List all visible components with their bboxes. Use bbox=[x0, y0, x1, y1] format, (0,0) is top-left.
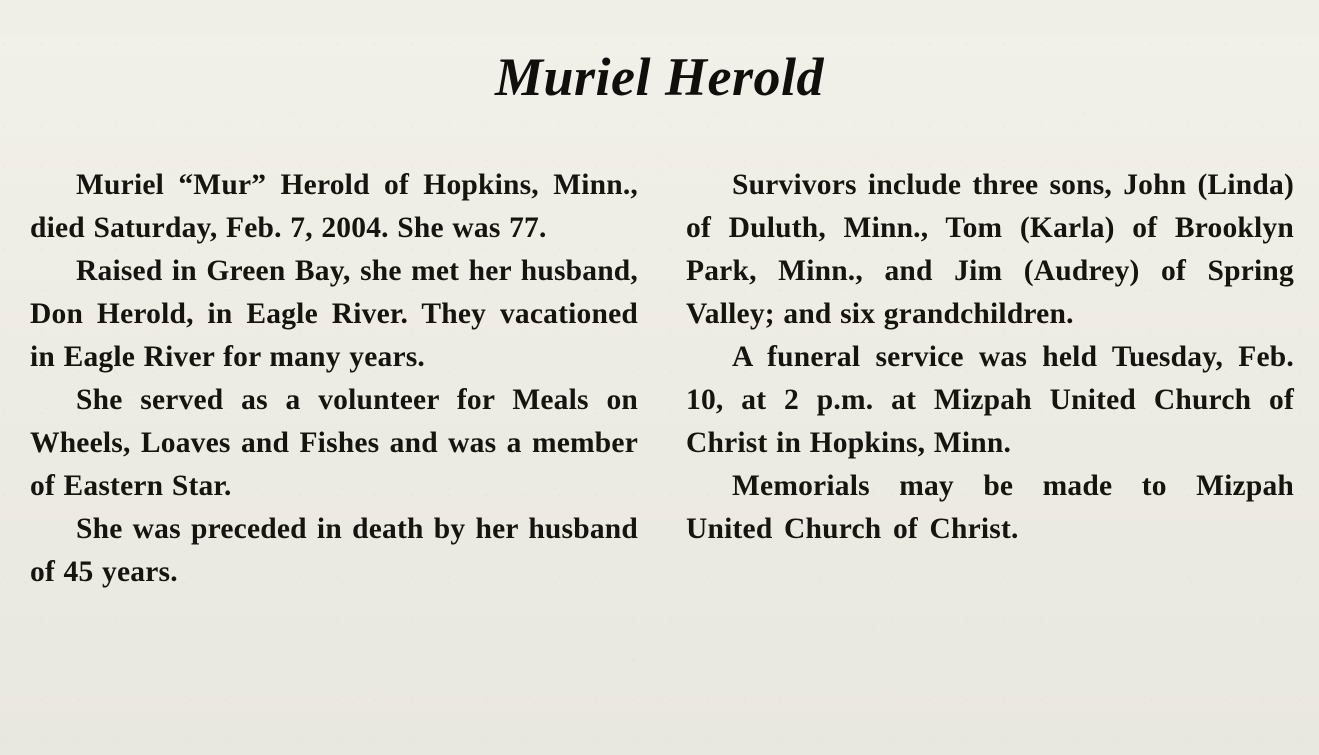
paragraph: She served as a volunteer for Meals on Wheels, Loaves and Fishes and was a member of Eastern Star. bbox=[30, 384, 638, 503]
newspaper-clipping bbox=[0, 36, 1319, 755]
paragraph: Raised in Green Bay, she met her husband, Don Herold, in Eagle River. They vacationed in Eagle River for many years. bbox=[30, 255, 638, 374]
paragraph: A funeral service was held Tuesday, Feb. 10, at 2 p.m. at Mizpah United Church of Christ in Hopkins, Minn. bbox=[686, 341, 1294, 460]
page-title: Muriel Herold bbox=[494, 47, 825, 108]
column-left bbox=[30, 164, 638, 594]
paragraph: Survivors include three sons, John (Linda) of Duluth, Minn., Tom (Karla) of Brooklyn Park, Minn., and Jim (Audrey) of Spring Valley; and six grandchildren. bbox=[686, 169, 1294, 331]
column-right bbox=[686, 164, 1294, 594]
article-columns bbox=[0, 140, 1319, 594]
paragraph: Memorials may be made to Mizpah United Church of Christ. bbox=[686, 470, 1294, 546]
paragraph: Muriel “Mur” Herold of Hopkins, Minn., died Saturday, Feb. 7, 2004. She was 77. bbox=[30, 169, 638, 245]
paragraph: She was preceded in death by her husband of 45 years. bbox=[30, 513, 638, 589]
